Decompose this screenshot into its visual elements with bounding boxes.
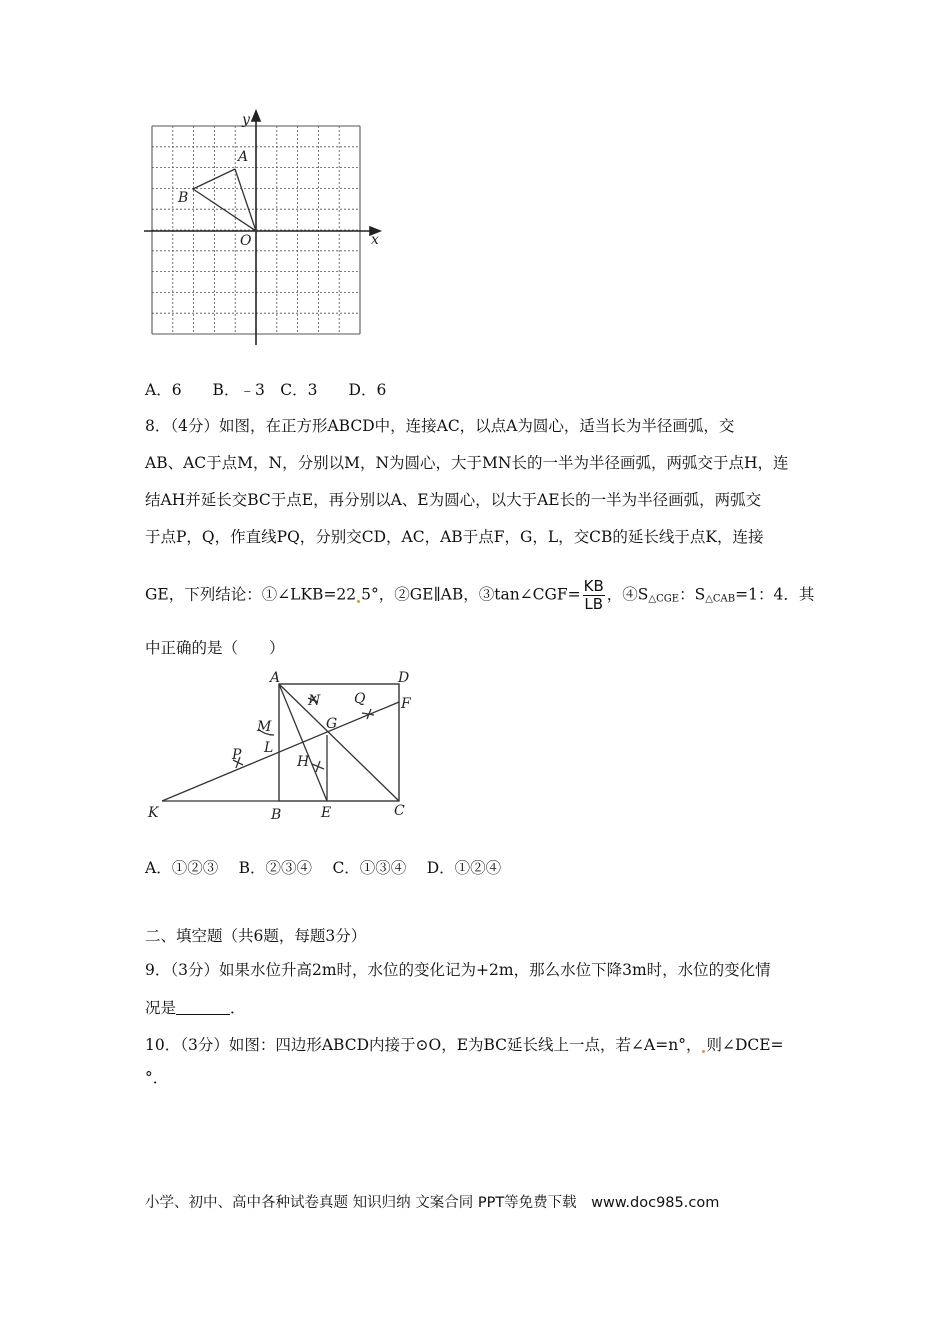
decimal-point-mark bbox=[357, 600, 360, 603]
q9-text-line-1: 9．（3分）如果水位升高2m时，水位的变化记为+2m，那么水位下降3m时，水位的变化情 bbox=[145, 961, 771, 979]
triangle-ABO bbox=[193, 169, 256, 231]
point-K-label: K bbox=[148, 805, 159, 821]
point-B-label: B bbox=[271, 807, 282, 823]
point-P-label: P bbox=[232, 747, 242, 763]
point-M-label: M bbox=[257, 719, 272, 735]
q9-text-line-2 bbox=[145, 996, 246, 1018]
q8-text-line-3: 结AH并延长交BC于点E，再分别以A、E为圆心，以大于AE长的一半为半径画弧，两弧交 bbox=[145, 491, 762, 509]
x-axis-label: x bbox=[371, 232, 379, 248]
point-E-label: E bbox=[321, 805, 332, 821]
q8-text-line-2: AB、AC于点M，N，分别以M，N为圆心，大于MN长的一半为半径画弧，两弧交于点H，连 bbox=[145, 454, 789, 472]
y-axis-label: y bbox=[242, 112, 250, 128]
q10-line1-part-b: 则∠DCE= bbox=[706, 1036, 784, 1054]
q7-options: A．6 B．﹣3 C．3 D．6 bbox=[145, 381, 387, 399]
section-heading: 二、填空题（共6题，每题3分） bbox=[145, 927, 367, 945]
fraction-denominator: LB bbox=[584, 595, 604, 613]
fraction-numerator: KB bbox=[583, 577, 604, 595]
point-H-label: H bbox=[297, 754, 310, 770]
q8-line5-part-c: ，④S bbox=[606, 585, 649, 604]
axes bbox=[144, 111, 380, 345]
point-Q-label: Q bbox=[354, 691, 366, 707]
q8-text-line-6: 中正确的是（ ） bbox=[145, 639, 285, 657]
q10-text-line-1 bbox=[145, 1033, 784, 1055]
q8-line5-part-b: 5°，②GE∥AB，③tan∠CGF= bbox=[361, 585, 581, 604]
point-C-label: C bbox=[394, 803, 405, 819]
answer-blank bbox=[176, 999, 230, 1015]
origin-O-label: O bbox=[240, 233, 252, 249]
coordinate-grid-figure bbox=[140, 108, 390, 353]
q9-line2-part-b: ． bbox=[230, 999, 246, 1017]
point-A-label: A bbox=[238, 149, 249, 165]
point-F-label: F bbox=[401, 696, 411, 712]
q9-line2-part-a: 况是 bbox=[145, 999, 177, 1017]
point-N-label: N bbox=[308, 693, 321, 709]
q8-line5-part-e: =1：4．其 bbox=[735, 585, 815, 604]
q8-line5-part-a: GE，下列结论：①∠LKB=22 bbox=[145, 585, 357, 604]
fraction-KB-over-LB bbox=[583, 578, 605, 613]
q8-options: A．①②③ B．②③④ C．①③④ D．①②④ bbox=[145, 859, 502, 877]
point-L-label: L bbox=[264, 740, 274, 756]
q8-text-line-5 bbox=[145, 578, 814, 613]
point-B-label: B bbox=[178, 190, 189, 206]
subscript-triangle-CAB: △CAB bbox=[705, 593, 736, 605]
point-D-label: D bbox=[398, 670, 410, 686]
point-A-label: A bbox=[270, 670, 281, 686]
q8-line5-part-d: ：S bbox=[679, 585, 706, 604]
mark-dot bbox=[702, 1050, 705, 1053]
point-G-label: G bbox=[326, 716, 338, 732]
page-footer: 小学、初中、高中各种试卷真题 知识归纳 文案合同 PPT等免费下载 www.doc985.com bbox=[145, 1195, 720, 1211]
square-construction-figure bbox=[140, 665, 430, 830]
subscript-triangle-CGE: △CGE bbox=[648, 593, 680, 605]
q10-line1-part-a: 10．（3分）如图：四边形ABCD内接于⊙O，E为BC延长线上一点，若∠A=n°， bbox=[145, 1036, 702, 1054]
q10-text-line-2: °． bbox=[145, 1069, 169, 1087]
q8-text-line-4: 于点P，Q，作直线PQ，分别交CD，AC，AB于点F，G，L，交CB的延长线于点K，连接 bbox=[145, 528, 764, 546]
q8-text-line-1: 8．（4分）如图，在正方形ABCD中，连接AC，以点A为圆心，适当长为半径画弧，交 bbox=[145, 417, 735, 435]
